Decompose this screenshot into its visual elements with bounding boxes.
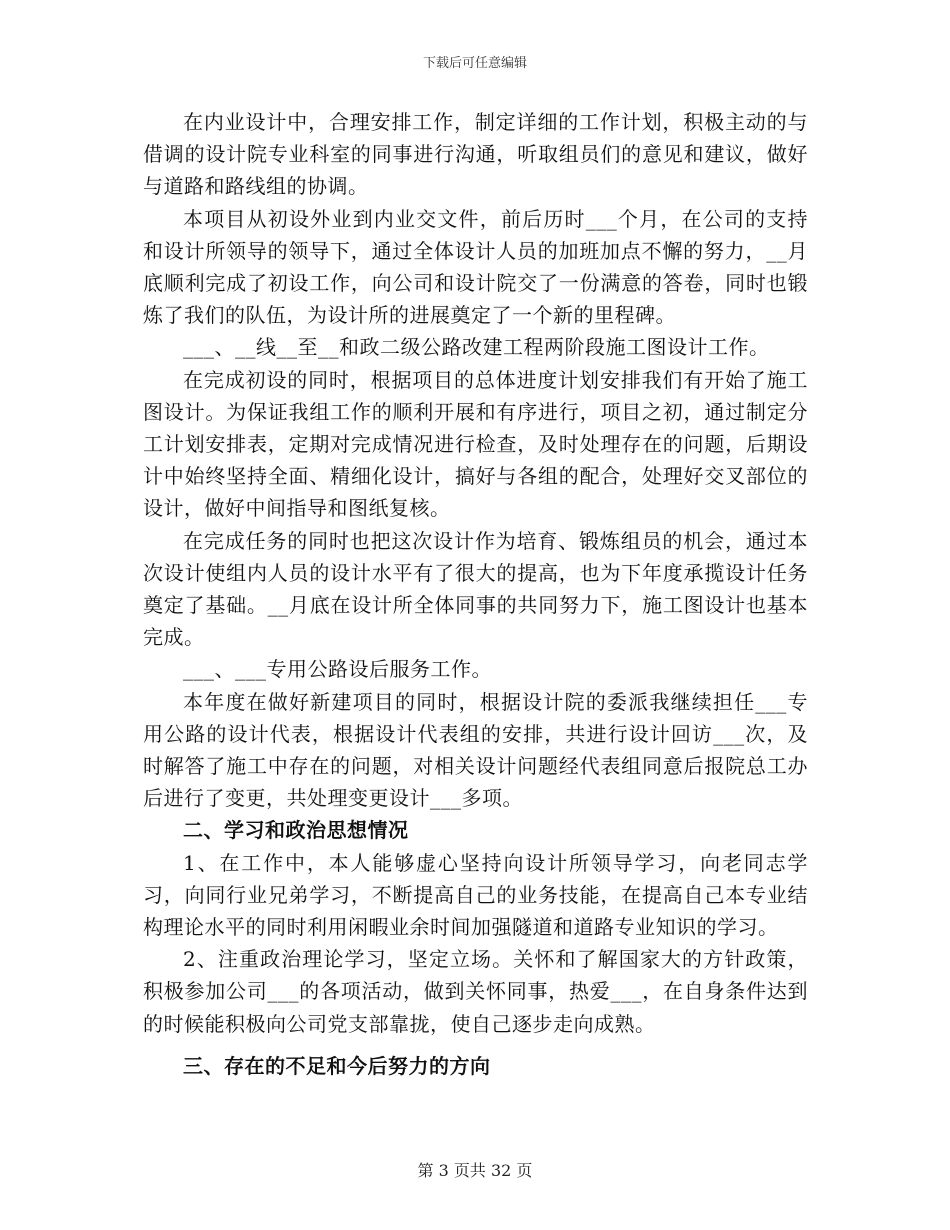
- section-heading: 二、学习和政治思想情况: [183, 818, 409, 843]
- page-footer: 第 3 页共 32 页: [417, 1161, 533, 1180]
- paragraph: 在完成初设的同时，根据项目的总体进度计划安排我们有开始了施工图设计。为保证我组工作的顺利开展和有序进行，项目之初，通过制定分工计划安排表，定期对完成情况进行检查，及时处理存在的问题，后期设计中始终坚持全面、精细化设计，搞好与各组的配合，处理好交叉部位的设计，做好中间指导和图纸复核。: [143, 367, 808, 521]
- paragraph: 2、注重政治理论学习，坚定立场。关怀和了解国家大的方针政策，积极参加公司___的各项活动，做到关怀同事，热爱___，在自身条件达到的时候能积极向公司党支部靠拢，使自己逐步走向成熟。: [143, 947, 808, 1036]
- paragraph: ___、___专用公路设后服务工作。: [183, 657, 492, 682]
- paragraph: 本年度在做好新建项目的同时，根据设计院的委派我继续担任___专用公路的设计代表，根据设计代表组的安排，共进行设计回访___次，及时解答了施工中存在的问题，对相关设计问题经代表组同意后报院总工办后进行了变更，共处理变更设计___多项。: [143, 689, 808, 811]
- document-body: [143, 106, 808, 1082]
- paragraph: ___、__线__至__和政二级公路改建工程两阶段施工图设计工作。: [183, 335, 770, 360]
- paragraph: 在内业设计中，合理安排工作，制定详细的工作计划，积极主动的与借调的设计院专业科室的同事进行沟通，听取组员们的意见和建议，做好与道路和路线组的协调。: [143, 110, 808, 199]
- paragraph: 1、在工作中，本人能够虚心坚持向设计所领导学习，向老同志学习，向同行业兄弟学习，不断提高自己的业务技能，在提高自己本专业结构理论水平的同时利用闲暇业余时间加强隧道和道路专业知识的学习。: [143, 850, 808, 940]
- page-header: 下载后可任意编辑: [422, 56, 527, 71]
- paragraph: 在完成任务的同时也把这次设计作为培育、锻炼组员的机会，通过本次设计使组内人员的设计水平有了很大的提高，也为下年度承揽设计任务奠定了基础。__月底在设计所全体同事的共同努力下，施工图设计也基本完成。: [143, 528, 808, 650]
- section-heading: 三、存在的不足和今后努力的方向: [183, 1053, 491, 1078]
- paragraph: 本项目从初设外业到内业交文件，前后历时___个月，在公司的支持和设计所领导的领导下，通过全体设计人员的加班加点不懈的努力，__月底顺利完成了初设工作，向公司和设计院交了一份满意的答卷，同时也锻炼了我们的队伍，为设计所的进展奠定了一个新的里程碑。: [143, 206, 808, 328]
